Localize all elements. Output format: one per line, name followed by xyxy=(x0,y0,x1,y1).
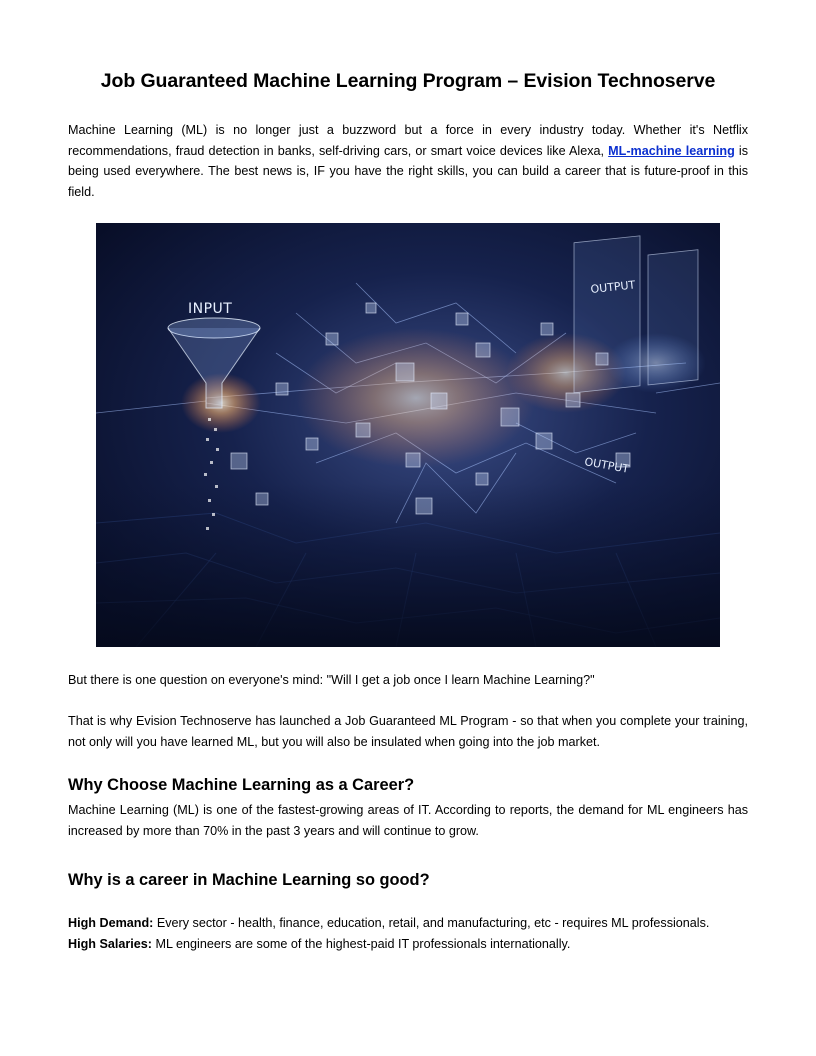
benefit-item xyxy=(68,934,748,955)
question-paragraph: But there is one question on everyone's mind: "Will I get a job once I learn Machine Learning?" xyxy=(68,673,595,687)
hero-image xyxy=(96,223,720,647)
benefit-label: High Demand: xyxy=(68,916,154,930)
output-label-top: OUTPUT xyxy=(589,278,636,296)
intro-text-before: Machine Learning (ML) is no longer just a buzzword but a force in every industry today. Whether it's Netflix recommendations, fraud detection in banks, self-driving cars, or smart voice devices like Alexa, xyxy=(68,123,748,158)
why-choose-body: Machine Learning (ML) is one of the fastest-growing areas of IT. According to reports, the demand for ML engineers has increased by more than 70% in the past 3 years and will continue to grow. xyxy=(68,803,748,838)
why-choose-heading: Why Choose Machine Learning as a Career? xyxy=(68,776,415,794)
benefits-list xyxy=(68,913,748,954)
ml-machine-learning-link[interactable]: ML-machine learning xyxy=(608,143,735,158)
benefit-label: High Salaries: xyxy=(68,936,152,951)
benefit-item xyxy=(68,913,748,934)
intro-paragraph xyxy=(68,120,748,202)
benefit-text: Every sector - health, finance, education, retail, and manufacturing, etc - requires ML professionals. xyxy=(153,916,710,930)
launch-paragraph: That is why Evision Technoserve has launched a Job Guaranteed ML Program - so that when you complete your training, not only will you have learned ML, but you will also be insulated when going into the job market. xyxy=(68,714,748,749)
why-good-heading: Why is a career in Machine Learning so good? xyxy=(68,871,430,889)
benefit-text: ML engineers are some of the highest-paid IT professionals internationally. xyxy=(152,936,571,951)
input-label: INPUT xyxy=(188,301,233,317)
output-label-bottom: OUTPUT xyxy=(583,455,630,476)
page-title: Job Guaranteed Machine Learning Program – Evision Technoserve xyxy=(100,70,716,92)
ml-network-illustration xyxy=(96,223,720,647)
intro-text-after: is being used everywhere. The best news is, IF you have the right skills, you can build a career that is future-proof in this field. xyxy=(68,143,748,199)
